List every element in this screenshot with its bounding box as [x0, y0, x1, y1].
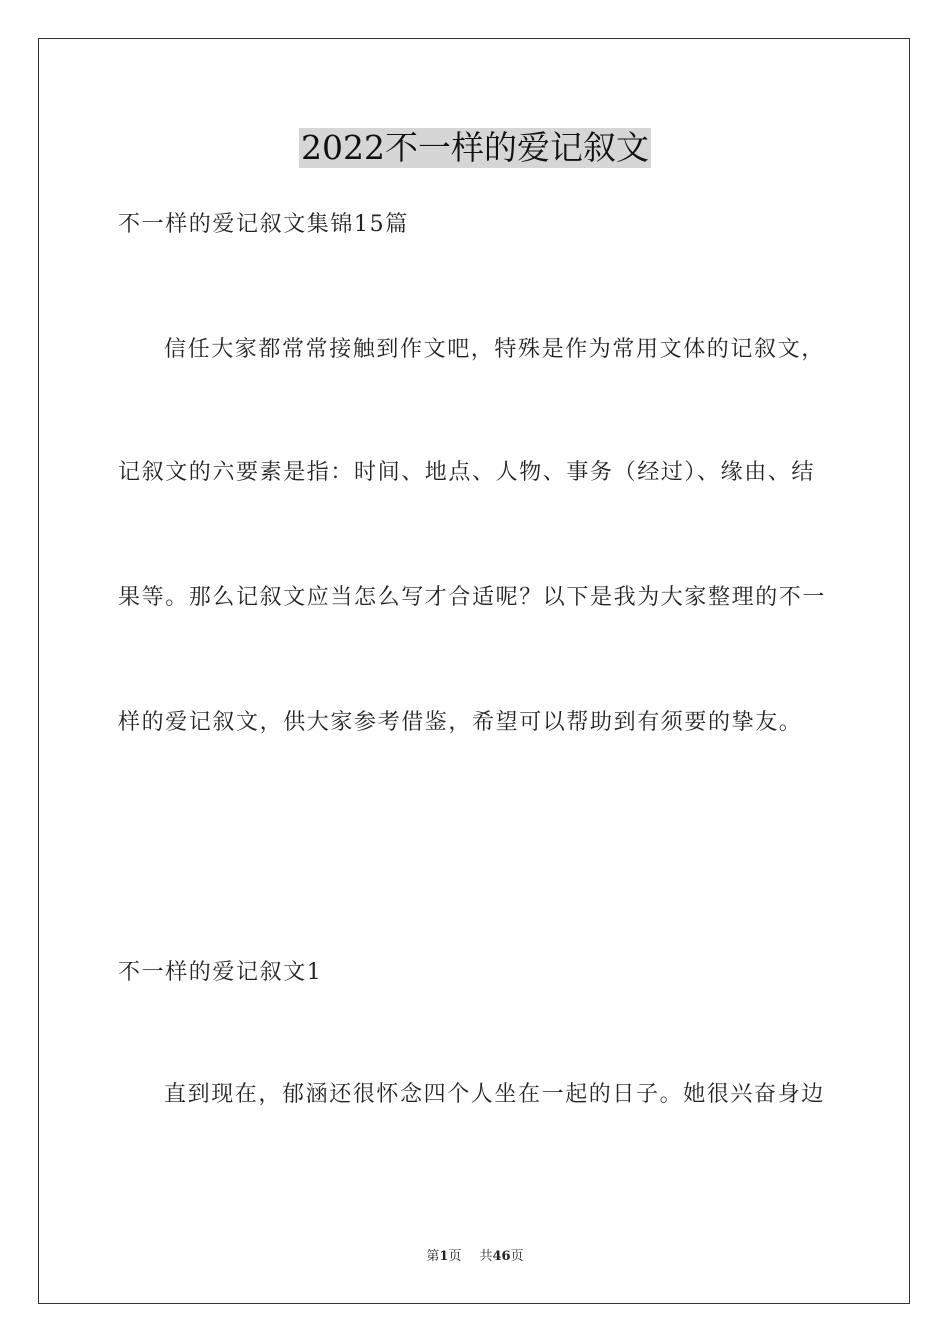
footer-page-current: 1: [439, 1249, 449, 1264]
intro-line-1: 信任大家都常常接触到作文吧，特殊是作为常用文体的记叙文，: [164, 337, 825, 362]
section-heading: 不一样的爱记叙文1: [118, 960, 323, 985]
footer-total-suffix: 页: [510, 1249, 524, 1264]
title-container: [0, 128, 950, 168]
section-first-line: 直到现在，郁涵还很怀念四个人坐在一起的日子。她很兴奋身边: [164, 1082, 825, 1107]
footer-page-prefix: 第: [426, 1249, 440, 1264]
intro-line-4: 样的爱记叙文，供大家参考借鉴，希望可以帮助到有须要的挚友。: [118, 710, 803, 735]
footer-page-total: 46: [492, 1249, 511, 1264]
document-subtitle: 不一样的爱记叙文集锦15篇: [118, 212, 409, 237]
intro-line-3: 果等。那么记叙文应当怎么写才合适呢？以下是我为大家整理的不一: [118, 585, 827, 610]
footer-total-prefix: 共: [479, 1249, 493, 1264]
page-footer: [0, 1248, 950, 1266]
document-title: 2022不一样的爱记叙文: [301, 128, 649, 167]
intro-line-2: 记叙文的六要素是指：时间、地点、人物、事务（经过）、缘由、结: [118, 460, 816, 485]
footer-page-suffix: 页: [448, 1249, 462, 1264]
